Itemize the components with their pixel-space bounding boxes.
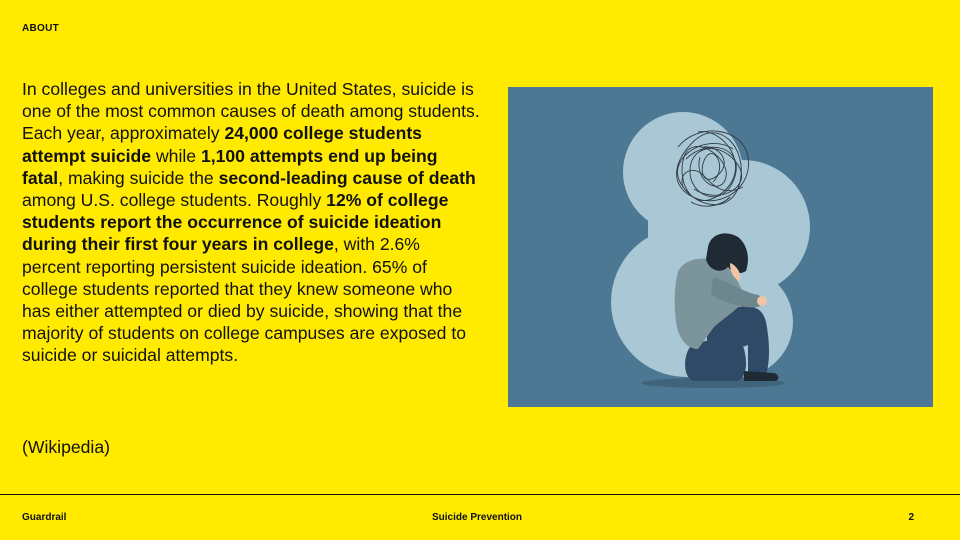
stat-ideation: 12% of college students report the occurrence of suicide ideation during their first four years in college	[22, 190, 449, 255]
body-text-2: while	[151, 145, 201, 166]
stat-attempts: 24,000 college students attempt suicide	[22, 123, 422, 166]
body-text-3: , making suicide the	[58, 167, 219, 188]
page-number: 2	[908, 512, 914, 523]
illustration-svg	[508, 87, 933, 407]
footer-title: Suicide Prevention	[432, 512, 523, 523]
stat-fatal: 1,100 attempts end up being fatal	[22, 145, 438, 188]
footer-divider	[0, 494, 960, 495]
distressed-person-illustration	[508, 87, 933, 407]
body-text-1: In colleges and universities in the United States, suicide is one of the most common causes of death among students. Each year, approximately	[22, 79, 480, 144]
citation: (Wikipedia)	[22, 437, 110, 457]
footer-brand: Guardrail	[22, 512, 67, 523]
body-text-4: among U.S. college students. Roughly	[22, 190, 327, 211]
body-text-5: , with 2.6% percent reporting persistent suicide ideation. 65% of college students reported that they knew someone who has either attempted or died by suicide, showing that the majority of students on college campuses are exposed to suicide or suicidal attempts.	[22, 234, 467, 366]
section-label: ABOUT	[22, 23, 60, 34]
stat-cause: second-leading cause of death	[218, 167, 476, 188]
body-paragraph	[22, 78, 482, 367]
